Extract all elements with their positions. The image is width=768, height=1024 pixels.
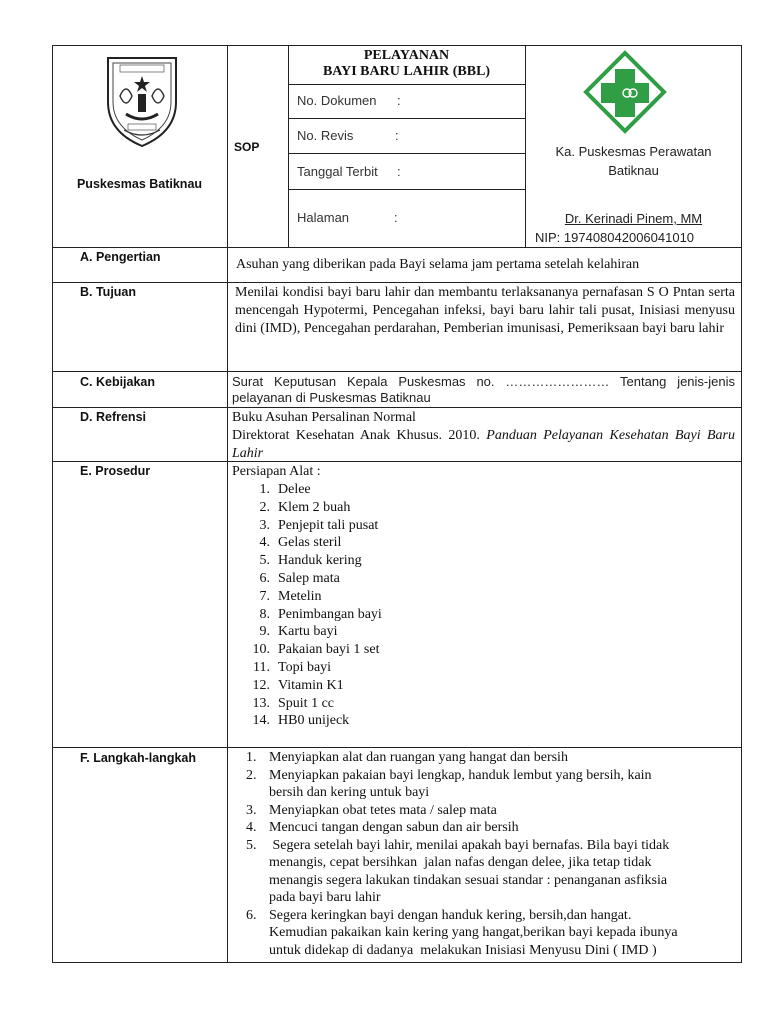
section-text-pengertian: Asuhan yang diberikan pada Bayi selama jam pertama setelah kelahiran [236, 257, 640, 272]
section-label-pengertian: A. Pengertian [80, 250, 161, 264]
field-sep: : [397, 93, 401, 108]
item-line: bersih dan kering untuk bayi [269, 785, 430, 800]
field-sep: : [395, 128, 399, 143]
langkah-item [246, 767, 678, 802]
item-number: 8. [259, 606, 270, 622]
prosedur-item [250, 534, 382, 552]
langkah-item [246, 907, 678, 960]
item-text: Handuk kering [278, 553, 362, 569]
item-line: Menyiapkan obat tetes mata / salep mata [269, 802, 497, 818]
langkah-list [246, 749, 678, 959]
langkah-item [246, 802, 678, 820]
sop-label: SOP [234, 140, 260, 154]
item-line: Menyiapkan pakaian bayi lengkap, handuk lembut yang bersih, kain [269, 767, 652, 783]
prosedur-item [250, 570, 382, 588]
item-number: 4. [259, 535, 270, 551]
prosedur-item [250, 552, 382, 570]
item-number: 2. [246, 767, 257, 783]
section-label-langkah: F. Langkah-langkah [80, 751, 196, 765]
item-text: Topi bayi [278, 659, 332, 675]
item-number: 12. [252, 677, 270, 693]
prosedur-intro: Persiapan Alat : [232, 464, 321, 479]
item-text: HB0 unijeck [278, 713, 350, 729]
item-number: 13. [252, 695, 270, 711]
item-text: Penjepit tali pusat [278, 517, 379, 533]
title-line-1: PELAYANAN [363, 48, 450, 63]
field-sep: : [397, 164, 401, 179]
langkah-item [246, 749, 678, 767]
item-text [269, 819, 519, 837]
langkah-item [246, 837, 678, 907]
regency-emblem-logo [100, 52, 184, 150]
item-number: 5. [259, 553, 270, 569]
item-text: Vitamin K1 [278, 677, 344, 693]
item-line: Kemudian pakaikan kain kering yang hangat,berikan bayi kepada ibunya [269, 925, 678, 940]
item-line: Menyiapkan alat dan ruangan yang hangat dan bersih [269, 750, 568, 765]
section-label-prosedur: E. Prosedur [80, 464, 151, 478]
section-label-refrensi: D. Refrensi [80, 410, 146, 424]
item-number: 4. [246, 820, 257, 835]
prosedur-item [250, 588, 382, 606]
item-text: Metelin [278, 588, 322, 604]
field-label: Tanggal Terbit [297, 164, 378, 179]
item-text: Salep mata [278, 570, 340, 586]
prosedur-item [250, 659, 382, 677]
prosedur-list [250, 481, 382, 730]
head-title-line-1: Ka. Puskesmas Perawatan [555, 144, 712, 159]
item-text: Klem 2 buah [278, 499, 351, 515]
item-line: pada bayi baru lahir [269, 890, 381, 905]
item-number: 1. [259, 482, 270, 497]
item-text [269, 749, 568, 767]
org-name: Puskesmas Batiknau [76, 177, 203, 191]
prosedur-item [250, 623, 382, 641]
item-number: 10. [252, 642, 270, 658]
item-number: 7. [259, 588, 270, 604]
prosedur-item [250, 712, 382, 730]
item-number: 3. [259, 517, 270, 533]
langkah-item [246, 819, 678, 837]
prosedur-item [250, 695, 382, 713]
item-text [269, 907, 678, 960]
field-sep: : [394, 210, 398, 225]
section-text-kebijakan: Surat Keputusan Kepala Puskesmas no. …………………… Tentang jenis-jenis pelayanan di Puskesmas Batiknau [232, 374, 735, 405]
item-line: menangis, cepat bersihkan jalan nafas dengan delee, jika tetap tidak [269, 855, 652, 870]
item-number: 9. [259, 624, 270, 640]
head-title [526, 142, 741, 180]
item-line: menangis segera lakukan tindakan sesuai standar : penanganan asfiksia [269, 872, 668, 888]
prosedur-item [250, 517, 382, 535]
prosedur-item [250, 641, 382, 659]
item-text: Penimbangan bayi [278, 606, 382, 622]
item-text: Spuit 1 cc [278, 695, 334, 711]
item-number: 2. [259, 499, 270, 515]
title-line-2: BAYI BARU LAHIR (BBL) [322, 64, 491, 79]
refrensi-line-2-plain: Direktorat Kesehatan Anak Khusus. 2010. [232, 428, 487, 443]
prosedur-item [250, 481, 382, 499]
field-halaman [297, 210, 398, 225]
section-label-kebijakan: C. Kebijakan [80, 375, 156, 389]
item-number: 6. [246, 907, 257, 923]
head-name: Dr. Kerinadi Pinem, MM [564, 211, 703, 226]
item-text [269, 837, 669, 907]
item-text: Kartu bayi [278, 624, 338, 640]
item-line: Segera setelah bayi lahir, menilai apakah bayi bernafas. Bila bayi tidak [269, 837, 670, 853]
item-number: 1. [246, 750, 257, 765]
field-label: No. Dokumen [297, 93, 377, 108]
head-title-line-2: Batiknau [608, 163, 659, 178]
puskesmas-cross-logo [580, 50, 670, 136]
refrensi-line-2-italic: Panduan Pelayanan Kesehatan Bayi Baru Lahir [232, 428, 735, 461]
field-label: No. Revis [297, 128, 354, 143]
item-text [269, 802, 497, 820]
section-label-tujuan: B. Tujuan [80, 285, 137, 299]
item-line: Mencuci tangan dengan sabun dan air bersih [269, 820, 519, 835]
prosedur-item [250, 677, 382, 695]
section-text-refrensi [232, 409, 735, 463]
item-line: untuk didekap di dadanya melakukan Inisiasi Menyusu Dini ( IMD ) [269, 942, 657, 958]
item-text: Gelas steril [278, 535, 342, 551]
item-number: 3. [246, 802, 257, 818]
field-label: Halaman [297, 210, 350, 225]
field-no-revis [297, 128, 399, 143]
head-nip: NIP: 197408042006041010 [535, 230, 695, 245]
prosedur-item [250, 499, 382, 517]
item-number: 5. [246, 837, 257, 853]
refrensi-line-2 [232, 427, 735, 463]
item-number: 6. [259, 570, 270, 586]
item-text [269, 767, 652, 802]
item-line: Segera keringkan bayi dengan handuk kering, bersih,dan hangat. [269, 907, 632, 923]
field-tanggal-terbit [297, 164, 497, 179]
item-number: 14. [252, 713, 270, 729]
refrensi-line-1: Buku Asuhan Persalinan Normal [232, 410, 416, 425]
field-no-dokumen [297, 93, 401, 108]
item-text: Pakaian bayi 1 set [278, 642, 380, 658]
item-text: Delee [278, 482, 311, 497]
prosedur-item [250, 606, 382, 624]
document-title [288, 48, 525, 80]
item-number: 11. [253, 659, 270, 675]
section-text-tujuan: Menilai kondisi bayi baru lahir dan membantu terlaksananya pernafasan S O Pntan serta mencengah Hypotermi, Pencegahan infeksi, bayi baru lahir tali pusat, Inisiasi menyusu dini (IMD), Pencegahan perdarahan, Pemberian imunisasi, Pemeriksaan bayi baru lahir [235, 285, 735, 336]
